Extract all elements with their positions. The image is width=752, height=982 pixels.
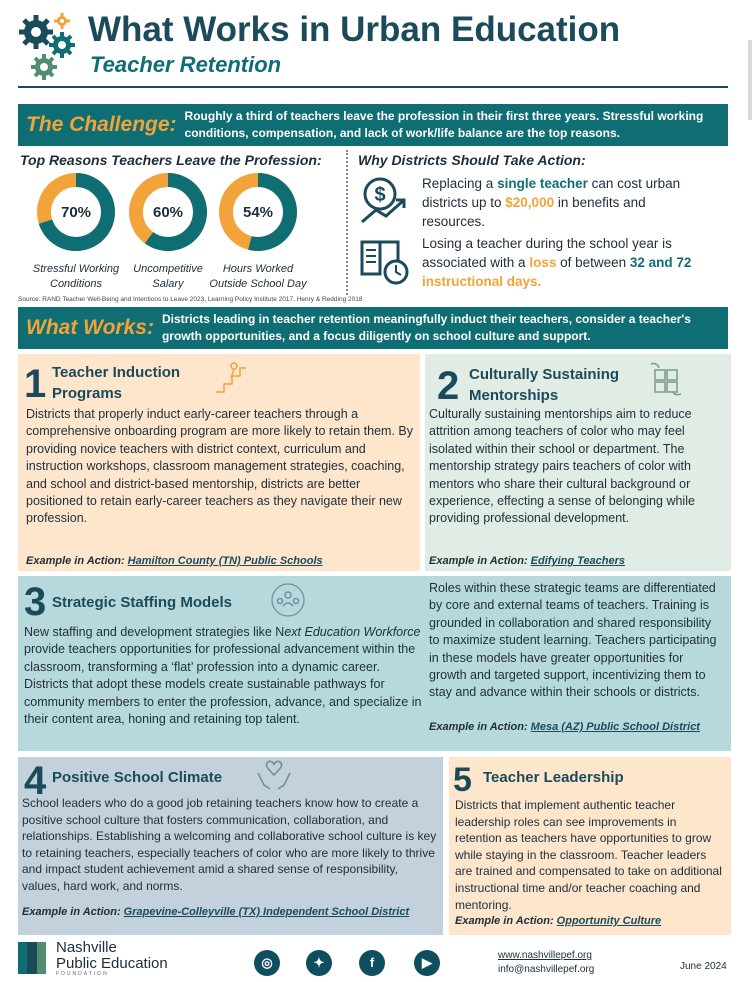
donut-label: Hours Worked Outside School Day [209, 263, 307, 290]
card-title: Teacher Leadership [483, 769, 624, 786]
what-works-banner [18, 307, 728, 349]
why-heading: Why Districts Should Take Action: [358, 152, 586, 168]
card-body: New staffing and development strategies like Next Education Workforce provide teachers opportunities for professional advancement within the classroom, transforming a ‘flat’ profession into a dynamic career. Districts that adopt these models create sustainable pathways for community members to enter the profession, advance, and specialize in their content area, honing and retaining top talent. [24, 625, 422, 727]
donut-chart [36, 172, 116, 252]
challenge-text: Roughly a third of teachers leave the profession in their first three years. Stressful working conditions, compensation, and lack of work/life balance are the top reasons. [184, 109, 704, 140]
card-body: Culturally sustaining mentorships aim to reduce attrition among teachers of color who may feel isolated within their school or department. The mentorship strategy pairs teachers of color with mentors who share their cultural background or experience, effecting a sense of belonging while providing professional development. [429, 407, 695, 526]
card-example: Example in Action: Grapevine-Colleyville (TX) Independent School District [22, 906, 410, 918]
donut-chart [218, 172, 298, 252]
donut-label: Uncompetitive Salary [133, 263, 203, 290]
why-loss-text: Losing a teacher during the school year is associated with a loss of between 32 and 72 instructional days. [422, 236, 692, 289]
svg-text:$: $ [374, 184, 386, 206]
gears-icon [18, 12, 78, 82]
card-teacher-induction [18, 354, 420, 571]
money-growth-icon [358, 174, 410, 226]
card-number: 3 [24, 580, 47, 624]
twitter-icon[interactable]: ✦ [306, 950, 332, 976]
website-link[interactable]: www.nashvillepef.org [498, 950, 592, 961]
donut-percent: 60% [152, 204, 184, 221]
page-header [18, 8, 730, 86]
example-link[interactable]: Hamilton County (TN) Public Schools [127, 555, 323, 567]
npef-logo-mark [18, 942, 46, 974]
card-number: 1 [24, 362, 47, 406]
facebook-icon[interactable]: f [359, 950, 385, 976]
donut-chart [128, 172, 208, 252]
card-title: Teacher Induction Programs [52, 364, 181, 402]
card-body: Districts that properly induct early-career teachers through a comprehensive onboarding program are more likely to retain them. By providing novice teachers with district context, curriculum and instruction workshops, classroom management strategies, coaching, and school and district-based mentorship, districts are better positioned to retain early-career teachers as they navigate their new profession. [26, 407, 413, 526]
card-example: Example in Action: Hamilton County (TN) Public Schools [26, 555, 323, 567]
why-cost-text: Replacing a single teacher can cost urban districts up to $20,000 in benefits and resources. [422, 176, 681, 229]
header-divider [18, 86, 728, 88]
stats-divider [346, 150, 348, 295]
card-example: Example in Action: Mesa (AZ) Public School District [429, 721, 700, 733]
why-item-loss [358, 234, 710, 291]
team-icon [270, 582, 306, 618]
card-number: 4 [24, 759, 47, 803]
card-body: School leaders who do a good job retaining teachers know how to create a positive school culture that fosters communication, collaboration, and relationships. Establishing a welcoming and collaborative school culture is key to retaining teachers, especially teachers of color who are more likely to thrive and impact student achievement amid a shared sense of responsibility, values, hard work, and norms. [22, 796, 437, 893]
instagram-icon[interactable]: ◎ [254, 950, 280, 976]
what-works-tag: What Works: [26, 316, 154, 339]
card-title: Positive School Climate [52, 769, 223, 786]
example-link[interactable]: Opportunity Culture [556, 915, 662, 927]
card-teacher-leadership [449, 757, 731, 935]
donut-percent: 54% [242, 204, 274, 221]
example-link[interactable]: Grapevine-Colleyville (TX) Independent School District [123, 906, 410, 918]
reasons-heading: Top Reasons Teachers Leave the Profession: [20, 152, 322, 168]
example-link[interactable]: Mesa (AZ) Public School District [530, 721, 700, 733]
donut-label: Stressful Working Conditions [32, 263, 120, 290]
page-title: What Works in Urban Education [88, 10, 621, 49]
card-positive-climate [18, 757, 443, 935]
climbing-stairs-icon [214, 360, 248, 394]
why-item-cost [358, 174, 710, 231]
youtube-icon[interactable]: ▶ [414, 950, 440, 976]
book-clock-icon [358, 234, 410, 286]
card-example: Example in Action: Edifying Teachers [429, 555, 626, 567]
donut-percent: 70% [60, 204, 92, 221]
card-number: 5 [453, 761, 472, 799]
card-body: Districts that implement authentic teacher leadership roles can see improvements in retention as teachers have opportunities to grow while staying in the classroom. Teacher leaders are trained and compensated to take on additional instructional time and/or teacher coaching and mentoring. [455, 798, 722, 912]
contact-info [498, 949, 594, 977]
page-subtitle: Teacher Retention [90, 52, 282, 77]
what-works-text: Districts leading in teacher retention meaningfully induct their teachers, consider a teacher's growth opportunities, and a focus diligently on school culture and support. [161, 312, 691, 343]
source-note: Source: RAND Teacher Well-Being and Intentions to Leave 2023, Learning Policy Institute 2017, Henry & Redding 2018 [18, 296, 363, 303]
card-title: Strategic Staffing Models [52, 594, 233, 611]
card-example: Example in Action: Opportunity Culture [455, 915, 662, 927]
email-link[interactable]: info@nashvillepef.org [498, 964, 595, 975]
card-body-right: Roles within these strategic teams are differentiated by core and external teams of teachers. Training is grounded in collaboration and shared responsibility to maximize student learning. Teachers participating in these models have greater opportunities for growth and targeted support, incentivizing them to stay and advance within their schools or districts. [429, 581, 717, 700]
card-strategic-staffing [18, 576, 731, 751]
page-edge [748, 40, 752, 120]
example-link[interactable]: Edifying Teachers [530, 555, 626, 567]
card-title: Culturally Sustaining Mentorships [469, 366, 620, 404]
card-number: 2 [437, 364, 460, 408]
card-culturally-sustaining [425, 354, 731, 571]
logo-subtext: FOUNDATION [56, 971, 109, 977]
puzzle-hands-icon [649, 360, 683, 398]
challenge-tag: The Challenge: [26, 113, 177, 136]
npef-logo[interactable] [18, 940, 178, 976]
publish-date: June 2024 [680, 961, 727, 972]
logo-text: Nashville Public Education [56, 939, 168, 972]
hands-heart-icon [256, 759, 292, 793]
challenge-banner [18, 104, 728, 146]
